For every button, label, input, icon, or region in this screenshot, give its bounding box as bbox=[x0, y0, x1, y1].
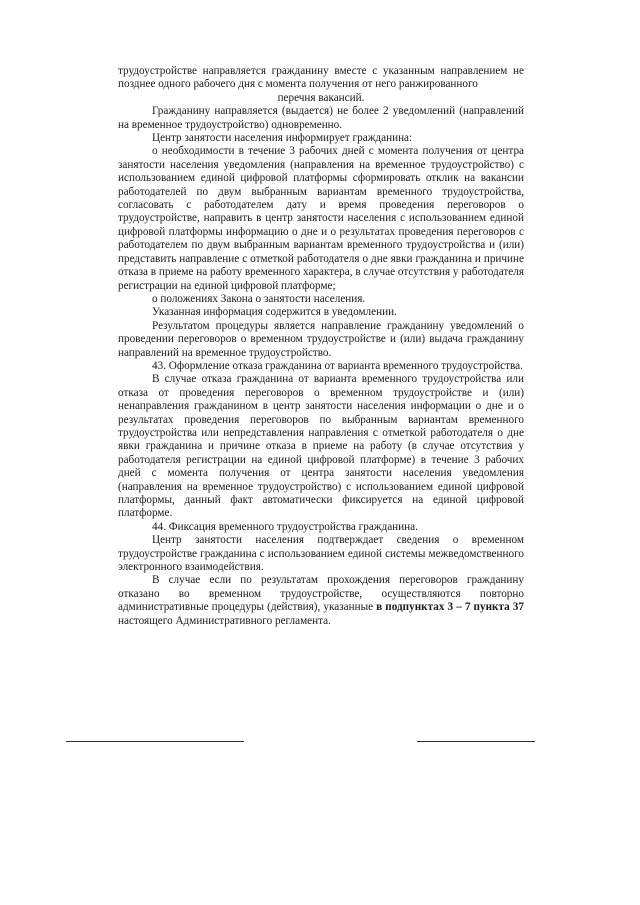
footer-rule-right bbox=[417, 741, 535, 742]
footer-rule-left bbox=[66, 741, 244, 742]
paragraph-notification-limit: Гражданину направляется (выдается) не более 2 уведомлений (направлений на временное трудоустройство) одновременно. bbox=[118, 105, 524, 131]
paragraph-confirmation: Центр занятости населения подтверждает сведения о временном трудоустройстве гражданина с использованием единой системы межведомственного электронного взаимодействия. bbox=[118, 534, 524, 574]
document-body bbox=[118, 65, 524, 628]
paragraph-repeat-procedures bbox=[118, 574, 524, 628]
paragraph-continuation: трудоустройстве направляется гражданину вместе с указанным направлением не позднее одного рабочего дня с момента получения от него ранжированного bbox=[118, 65, 524, 91]
section-43-heading: 43. Оформление отказа гражданина от варианта временного трудоустройства. bbox=[152, 359, 523, 372]
section-44-heading: 44. Фиксация временного трудоустройства гражданина. bbox=[152, 520, 418, 533]
repeat-procedures-text: В случае если по результатам прохождения переговоров гражданину отказано во временном трудоустройстве, осуществляются повторно административные процедуры (действия), указанные bbox=[118, 574, 524, 614]
paragraph-procedure-result: Результатом процедуры является направление гражданину уведомлений о проведении переговоров о временном трудоустройстве и (или) выдача гражданину направлений на временное трудоустройство. bbox=[118, 319, 524, 359]
paragraph-info-contained: Указанная информация содержится в уведомлении. bbox=[152, 306, 397, 319]
paragraph-center-informs: Центр занятости населения информирует гражданина: bbox=[152, 132, 413, 145]
paragraph-necessity: о необходимости в течение 3 рабочих дней с момента получения от центра занятости населения уведомления (направления на временное трудоустройство) с использованием единой цифровой платформы сформировать отклик на вакансии работодателей по двум выбранным вариантам временного трудоустройства, согласовать с работодателем дату и время проведения переговоров о трудоустройстве, направить в центр занятости населения с использованием единой цифровой платформы информацию о дне и о результатах проведения переговоров с работодателем по двум выбранным вариантам временного трудоустройства и (или) представить направление с отметкой работодателя о дне явки гражданина и причине отказа в приеме на работу временного характера, в случае отсутствия у работодателя регистрации на единой цифровой платформе; bbox=[118, 145, 524, 292]
paragraph-law-provisions: о положениях Закона о занятости населения. bbox=[152, 292, 366, 305]
paragraph-continuation-end: перечня вакансий. bbox=[277, 91, 365, 104]
subparagraph-reference: в подпунктах 3 – 7 пункта 37 bbox=[376, 601, 524, 614]
paragraph-refusal: В случае отказа гражданина от варианта временного трудоустройства или отказа от проведения переговоров о временном трудоустройстве и (или) ненаправления гражданином в центр занятости населения информации о дне и о результатах проведения переговоров по выбранным вариантам временного трудоустройства или непредставления направления с отметкой работодателя о дне явки гражданина и причине отказа в приеме на работу (в случае отсутствия у работодателя регистрации на единой цифровой платформе) в течение 3 рабочих дней с момента получения от центра занятости населения уведомления (направления на временное трудоустройство) с использованием единой цифровой платформы, данный факт автоматически фиксируется на единой цифровой платформе. bbox=[118, 373, 524, 520]
regulation-reference-text: настоящего Административного регламента. bbox=[118, 614, 331, 627]
